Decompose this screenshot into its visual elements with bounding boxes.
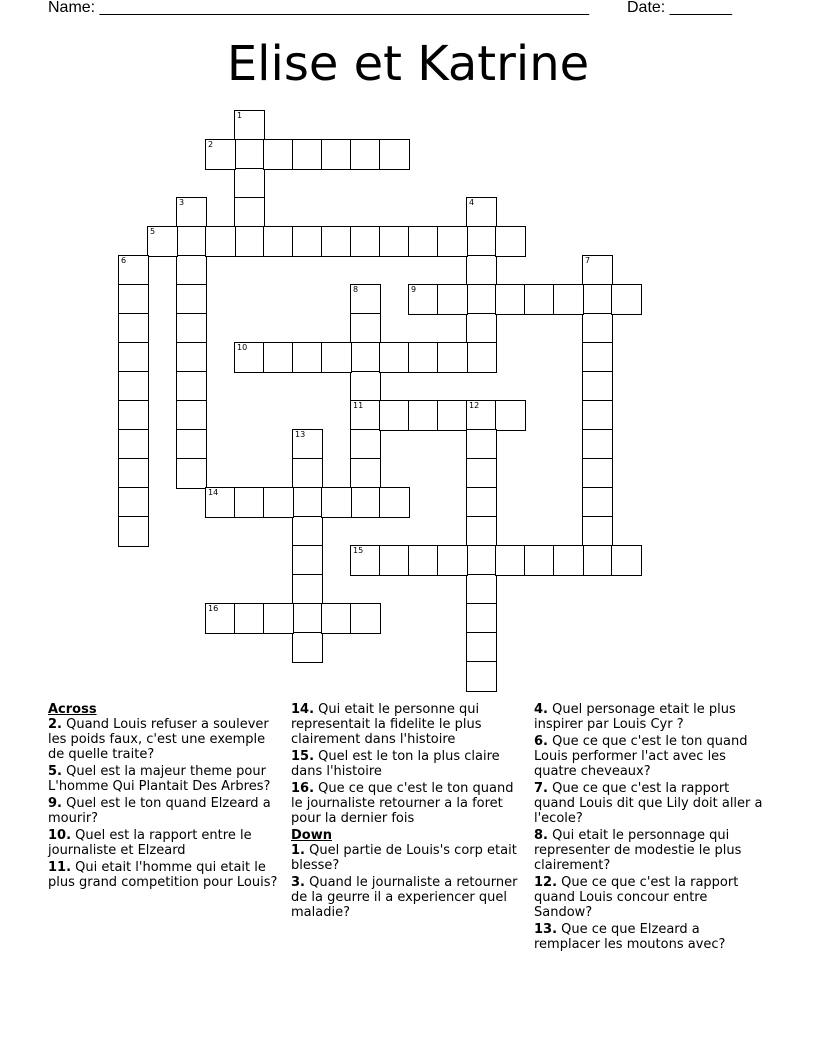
cell-number: 3 xyxy=(179,198,185,207)
crossword-cell[interactable] xyxy=(292,342,323,373)
cell-number: 1 xyxy=(237,111,243,120)
crossword-cell[interactable] xyxy=(379,545,410,576)
crossword-cell[interactable] xyxy=(118,487,149,518)
crossword-cell[interactable] xyxy=(292,574,323,605)
crossword-cell[interactable] xyxy=(263,603,294,634)
crossword-cell[interactable] xyxy=(118,284,149,315)
crossword-cell[interactable] xyxy=(582,255,613,286)
crossword-cell[interactable] xyxy=(205,226,236,257)
crossword-cell[interactable] xyxy=(234,603,265,634)
crossword-cell[interactable] xyxy=(350,429,381,460)
crossword-cell[interactable] xyxy=(466,603,497,634)
clue-down-4: 4. Quel personage etait le plus inspirer par Louis Cyr ? xyxy=(534,702,736,732)
crossword-cell[interactable] xyxy=(437,545,468,576)
crossword-cell[interactable] xyxy=(408,284,439,315)
crossword-cell[interactable] xyxy=(263,342,294,373)
crossword-cell[interactable] xyxy=(234,139,265,170)
clue-across-11: 11. Qui etait l'homme qui etait le plus grand competition pour Louis? xyxy=(48,860,278,890)
clue-across-5: 5. Quel est la majeur theme pour L'homme Qui Plantait Des Arbres? xyxy=(48,764,271,794)
crossword-cell[interactable] xyxy=(408,545,439,576)
cell-number: 13 xyxy=(295,430,306,439)
down-heading: Down xyxy=(291,828,332,843)
clue-across-9: 9. Quel est le ton quand Elzeard a mourir? xyxy=(48,796,271,826)
crossword-cell[interactable] xyxy=(379,342,410,373)
crossword-cell[interactable] xyxy=(176,400,207,431)
crossword-cell[interactable] xyxy=(466,429,497,460)
crossword-cell[interactable] xyxy=(495,284,526,315)
crossword-cell[interactable] xyxy=(321,226,352,257)
cell-number: 10 xyxy=(237,343,248,352)
crossword-cell[interactable] xyxy=(350,313,381,344)
crossword-cell[interactable] xyxy=(466,255,497,286)
crossword-cell[interactable] xyxy=(466,284,497,315)
crossword-cell[interactable] xyxy=(350,603,381,634)
crossword-cell[interactable] xyxy=(234,487,265,518)
crossword-cell[interactable] xyxy=(350,487,381,518)
crossword-cell[interactable] xyxy=(379,487,410,518)
clue-down-8: 8. Qui etait le personnage qui representer de modestie le plus clairement? xyxy=(534,828,742,873)
crossword-cell[interactable] xyxy=(408,400,439,431)
crossword-cell[interactable] xyxy=(350,284,381,315)
crossword-cell[interactable] xyxy=(263,139,294,170)
crossword-cell[interactable] xyxy=(582,284,613,315)
date-field: Date: _______ xyxy=(627,0,732,16)
crossword-cell[interactable] xyxy=(582,342,613,373)
crossword-cell[interactable] xyxy=(292,516,323,547)
cell-number: 2 xyxy=(208,140,214,149)
crossword-cell[interactable] xyxy=(176,255,207,286)
crossword-cell[interactable] xyxy=(118,458,149,489)
crossword-cell[interactable] xyxy=(205,603,236,634)
clues-column-2 xyxy=(291,702,523,922)
clue-across-14: 14. Qui etait le personne qui representait la fidelite le plus clairement dans l'histoire xyxy=(291,702,482,747)
crossword-cell[interactable] xyxy=(408,342,439,373)
crossword-cell[interactable] xyxy=(437,226,468,257)
crossword-cell[interactable] xyxy=(292,603,323,634)
crossword-cell[interactable] xyxy=(379,226,410,257)
clue-across-15: 15. Quel est le ton la plus claire dans l'histoire xyxy=(291,749,500,779)
cell-number: 7 xyxy=(585,256,591,265)
crossword-cell[interactable] xyxy=(437,400,468,431)
crossword-cell[interactable] xyxy=(321,139,352,170)
clues-column-1 xyxy=(48,702,283,892)
crossword-cell[interactable] xyxy=(582,458,613,489)
cell-number: 5 xyxy=(150,227,156,236)
crossword-cell[interactable] xyxy=(292,458,323,489)
clue-across-2: 2. Quand Louis refuser a soulever les poids faux, c'est une exemple de quelle traite? xyxy=(48,717,269,762)
crossword-cell[interactable] xyxy=(321,342,352,373)
crossword-cell[interactable] xyxy=(466,632,497,663)
cell-number: 8 xyxy=(353,285,359,294)
crossword-cell[interactable] xyxy=(495,545,526,576)
crossword-cell[interactable] xyxy=(350,226,381,257)
crossword-cell[interactable] xyxy=(553,284,584,315)
crossword-cell[interactable] xyxy=(524,284,555,315)
crossword-cell[interactable] xyxy=(582,516,613,547)
page-title: Elise et Katrine xyxy=(226,36,590,92)
crossword-cell[interactable] xyxy=(611,284,642,315)
crossword-cell[interactable] xyxy=(582,545,613,576)
crossword-cell[interactable] xyxy=(176,226,207,257)
crossword-cell[interactable] xyxy=(379,400,410,431)
clue-down-6: 6. Que ce que c'est le ton quand Louis performer l'act avec les quatre cheveaux? xyxy=(534,734,748,779)
crossword-cell[interactable] xyxy=(466,342,497,373)
clue-down-7: 7. Que ce que c'est la rapport quand Louis dit que Lily doit aller a l'ecole? xyxy=(534,781,763,826)
crossword-cell[interactable] xyxy=(292,139,323,170)
crossword-cell[interactable] xyxy=(321,487,352,518)
crossword-cell[interactable] xyxy=(234,226,265,257)
cell-number: 4 xyxy=(469,198,475,207)
crossword-cell[interactable] xyxy=(466,197,497,228)
crossword-cell[interactable] xyxy=(263,487,294,518)
crossword-cell[interactable] xyxy=(118,342,149,373)
crossword-cell[interactable] xyxy=(350,458,381,489)
crossword-cell[interactable] xyxy=(350,545,381,576)
cell-number: 11 xyxy=(353,401,364,410)
across-heading: Across xyxy=(48,702,97,717)
crossword-cell[interactable] xyxy=(176,313,207,344)
crossword-cell[interactable] xyxy=(292,429,323,460)
crossword-cell[interactable] xyxy=(350,139,381,170)
clue-down-1: 1. Quel partie de Louis's corp etait blesse? xyxy=(291,843,517,873)
crossword-cell[interactable] xyxy=(292,545,323,576)
crossword-cell[interactable] xyxy=(350,371,381,402)
crossword-cell[interactable] xyxy=(176,458,207,489)
cell-number: 9 xyxy=(411,285,417,294)
crossword-cell[interactable] xyxy=(582,313,613,344)
crossword-cell[interactable] xyxy=(582,400,613,431)
crossword-cell[interactable] xyxy=(466,458,497,489)
clues-column-3 xyxy=(534,702,764,954)
crossword-cell[interactable] xyxy=(176,284,207,315)
crossword-cell[interactable] xyxy=(176,342,207,373)
crossword-cell[interactable] xyxy=(495,226,526,257)
crossword-cell[interactable] xyxy=(408,226,439,257)
crossword-cell[interactable] xyxy=(466,661,497,692)
crossword-cell[interactable] xyxy=(176,429,207,460)
crossword-cell[interactable] xyxy=(118,400,149,431)
crossword-cell[interactable] xyxy=(611,545,642,576)
cell-number: 12 xyxy=(469,401,480,410)
crossword-cell[interactable] xyxy=(234,168,265,199)
cell-number: 6 xyxy=(121,256,127,265)
clue-down-13: 13. Que ce que Elzeard a remplacer les moutons avec? xyxy=(534,922,726,952)
crossword-cell[interactable] xyxy=(292,487,323,518)
clue-across-16: 16. Que ce que c'est le ton quand le journaliste retourner a la foret pour la dernier fois xyxy=(291,781,514,826)
cell-number: 16 xyxy=(208,604,219,613)
crossword-cell[interactable] xyxy=(466,516,497,547)
crossword-cell[interactable] xyxy=(466,574,497,605)
crossword-cell[interactable] xyxy=(437,342,468,373)
crossword-cell[interactable] xyxy=(553,545,584,576)
crossword-cell[interactable] xyxy=(466,226,497,257)
crossword-cell[interactable] xyxy=(176,371,207,402)
crossword-cell[interactable] xyxy=(582,371,613,402)
crossword-cell[interactable] xyxy=(321,603,352,634)
crossword-cell[interactable] xyxy=(205,487,236,518)
clue-down-12: 12. Que ce que c'est la rapport quand Louis concour entre Sandow? xyxy=(534,875,739,920)
crossword-cell[interactable] xyxy=(466,313,497,344)
crossword-cell[interactable] xyxy=(350,400,381,431)
crossword-cell[interactable] xyxy=(437,284,468,315)
crossword-cell[interactable] xyxy=(466,545,497,576)
name-field: Name: _______________________________________________________ xyxy=(48,0,589,16)
crossword-cell[interactable] xyxy=(234,110,265,141)
crossword-cell[interactable] xyxy=(118,429,149,460)
cell-number: 15 xyxy=(353,546,364,555)
crossword-cell[interactable] xyxy=(118,313,149,344)
crossword-cell[interactable] xyxy=(582,429,613,460)
crossword-cell[interactable] xyxy=(205,139,236,170)
crossword-cell[interactable] xyxy=(495,400,526,431)
crossword-cell[interactable] xyxy=(263,226,294,257)
crossword-cell[interactable] xyxy=(234,342,265,373)
crossword-cell[interactable] xyxy=(292,632,323,663)
clue-down-3: 3. Quand le journaliste a retourner de la geurre il a experiencer quel maladie? xyxy=(291,875,518,920)
crossword-cell[interactable] xyxy=(234,197,265,228)
crossword-cell[interactable] xyxy=(582,487,613,518)
crossword-cell[interactable] xyxy=(350,342,381,373)
crossword-cell[interactable] xyxy=(466,400,497,431)
crossword-cell[interactable] xyxy=(147,226,178,257)
crossword-cell[interactable] xyxy=(524,545,555,576)
crossword-cell[interactable] xyxy=(176,197,207,228)
crossword-cell[interactable] xyxy=(292,226,323,257)
clue-across-10: 10. Quel est la rapport entre le journaliste et Elzeard xyxy=(48,828,252,858)
crossword-cell[interactable] xyxy=(118,255,149,286)
crossword-cell[interactable] xyxy=(379,139,410,170)
crossword-cell[interactable] xyxy=(466,487,497,518)
crossword-cell[interactable] xyxy=(118,371,149,402)
crossword-cell[interactable] xyxy=(118,516,149,547)
cell-number: 14 xyxy=(208,488,219,497)
